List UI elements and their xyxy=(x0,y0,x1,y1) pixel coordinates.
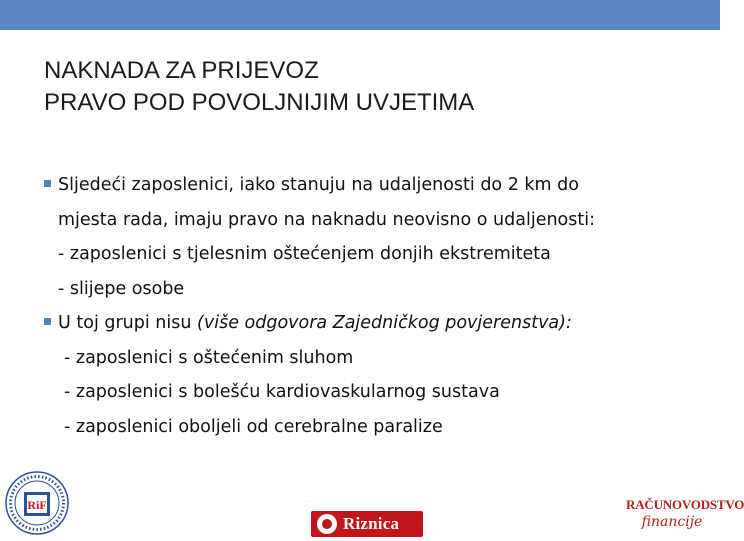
racunovodstvo-financije-logo xyxy=(626,497,744,539)
riznica-emblem-icon xyxy=(317,514,337,534)
riznica-logo-text: Riznica xyxy=(343,514,400,533)
slide-title xyxy=(44,55,684,119)
square-bullet-icon xyxy=(44,180,51,187)
bullet-2 xyxy=(44,306,704,341)
list-item: - zaposlenici oboljeli od cerebralne paralize xyxy=(64,416,443,437)
bullet-1-text: Sljedeći zaposlenici, iako stanuju na udaljenosti do 2 km do xyxy=(58,175,579,195)
seal-monogram: RiF xyxy=(27,498,47,512)
list-item: - zaposlenici s oštećenim sluhom xyxy=(64,347,354,368)
title-line-2: PRAVO POD POVOLJNIJIM UVJETIMA xyxy=(44,89,475,116)
financije-logo-text: financije xyxy=(641,514,703,530)
bullet-2-text: U toj grupi nisu xyxy=(58,313,198,333)
bullet-1-continuation: mjesta rada, imaju pravo na naknadu neovisno o udaljenosti: xyxy=(58,209,596,230)
slide-content xyxy=(44,168,704,444)
riznica-logo xyxy=(311,511,423,537)
header-band xyxy=(0,0,720,30)
square-bullet-icon xyxy=(44,318,51,325)
bullet-1 xyxy=(44,168,704,203)
bullet-2-emphasis: (više odgovora Zajedničkog povjerenstva): xyxy=(197,313,572,333)
list-item: - zaposlenici s bolešću kardiovaskularnog sustava xyxy=(64,382,500,402)
racunovodstvo-logo-text: RAČUNOVODSTVO xyxy=(626,497,744,512)
list-item: - zaposlenici s tjelesnim oštećenjem donjih ekstremiteta xyxy=(58,244,551,264)
list-item: - slijepe osobe xyxy=(58,278,185,299)
title-line-1: NAKNADA ZA PRIJEVOZ xyxy=(44,57,319,84)
institution-seal-icon xyxy=(4,470,70,536)
